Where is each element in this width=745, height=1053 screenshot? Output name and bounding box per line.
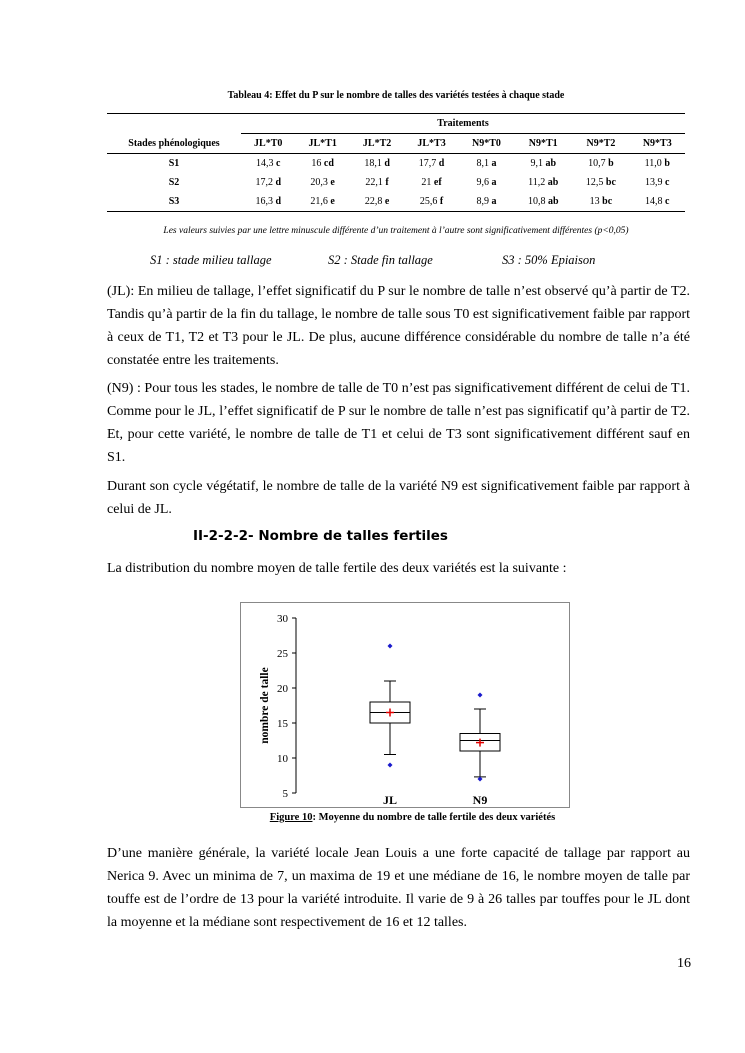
column-header: N9*T3 — [630, 134, 685, 154]
outlier-point — [478, 693, 483, 698]
paragraph-intro: La distribution du nombre moyen de talle fertile des deux variétés est la suivante : — [107, 561, 567, 576]
column-header: JL*T2 — [350, 134, 404, 154]
stage-cell: S2 — [168, 177, 180, 188]
outlier-point — [388, 644, 393, 649]
table-row — [107, 173, 685, 192]
boxplot-chart — [241, 603, 569, 807]
stage-cell: S3 — [107, 192, 241, 212]
empty-corner — [107, 114, 241, 134]
cell-value: 21,6 — [310, 196, 328, 207]
cell-letter: f — [439, 196, 444, 207]
paragraph-summary: D’une manière générale, la variété locale Jean Louis a une forte capacité de tallage par rapport au Nerica 9. Avec un minima de 7, un maxima de 19 et une médiane de 16, le nombre moyen de talle par touffe est de l’ordre de 13 pour la variété introduite. Il varie de 9 à 26 talles par touffes pour le JL dont la moyenne et la médiane sont respectivement de 16 et 12 talles. — [107, 846, 690, 930]
paragraph-cycle: Durant son cycle végétatif, le nombre de talle de la variété N9 est significativement faible par rapport à celui de JL. — [107, 479, 690, 517]
value-cell — [404, 173, 458, 192]
y-axis-label: nombre de talle — [259, 667, 271, 744]
cell-letter: ef — [433, 177, 442, 188]
row-header: Stades phénologiques — [107, 134, 241, 154]
column-header: N9*T2 — [572, 134, 629, 154]
cell-value: 10,7 — [588, 158, 606, 169]
cell-value: 16,3 — [255, 196, 273, 207]
cell-value: 12,5 — [585, 177, 604, 188]
cell-letter: a — [491, 158, 497, 169]
y-tick-label: 25 — [277, 648, 288, 660]
cell-value: 25,6 — [419, 196, 438, 207]
column-header: JL*T0 — [241, 134, 295, 154]
y-tick-label: 10 — [277, 753, 288, 765]
value-cell — [572, 192, 629, 212]
cell-letter: f — [385, 177, 389, 188]
cell-value: 22,1 — [365, 177, 383, 188]
cell-letter: d — [275, 196, 281, 207]
column-header: N9*T0 — [459, 134, 514, 154]
cell-value: 14,3 — [255, 158, 274, 169]
value-cell — [514, 192, 572, 212]
stage-s3: S3 : 50% Epiaison — [502, 253, 596, 267]
cell-value: 10,8 — [527, 196, 546, 207]
cell-value: 17,2 — [255, 177, 273, 188]
cell-letter: bc — [605, 177, 616, 188]
group-header: Traitements — [241, 114, 685, 134]
value-cell — [241, 173, 295, 192]
paragraph-jl: (JL): En milieu de tallage, l’effet significatif du P sur le nombre de talle n’est observé qu’à partir de T2. Tandis qu’à partir de la fin du tallage, le nombre de talle sous T0 est significativement faible par rapport à ceux de T1, T2 et T3 pour le JL. De plus, aucune différence considérable du nombre de talle n’a été constatée entre les traitements. — [107, 284, 690, 368]
cell-value: 8,9 — [476, 196, 489, 207]
figure-caption-text: : Moyenne du nombre de talle fertile des deux variétés — [312, 812, 556, 823]
stage-s2: S2 : Stade fin tallage — [328, 253, 433, 267]
value-cell — [459, 192, 514, 212]
page-number: 16 — [677, 956, 691, 971]
table-row — [107, 192, 685, 212]
cell-letter: c — [275, 158, 281, 169]
cell-value: 16 — [311, 158, 322, 169]
table-caption: Tableau 4: Effet du P sur le nombre de talles des variétés testées à chaque stade — [227, 90, 565, 101]
value-cell — [404, 192, 458, 212]
cell-letter: c — [665, 196, 670, 207]
chart-frame — [240, 602, 570, 808]
value-cell — [459, 154, 514, 174]
value-cell — [514, 173, 572, 192]
section-heading: II-2-2-2- Nombre de talles fertiles — [193, 528, 448, 544]
y-tick-label: 20 — [277, 683, 288, 695]
cell-letter: cd — [323, 158, 334, 169]
category-label: N9 — [472, 793, 488, 807]
data-table — [107, 113, 685, 212]
cell-value: 11,0 — [644, 158, 662, 169]
value-cell — [241, 154, 295, 174]
value-cell — [404, 154, 458, 174]
value-cell — [295, 173, 349, 192]
cell-letter: e — [330, 177, 335, 188]
value-cell — [572, 154, 629, 174]
cell-letter: d — [384, 158, 390, 169]
cell-letter: a — [491, 196, 497, 207]
cell-value: 8,1 — [476, 158, 489, 169]
cell-value: 13 — [589, 196, 600, 207]
cell-letter: bc — [602, 196, 613, 207]
column-header: JL*T1 — [295, 134, 349, 154]
cell-value: 11,2 — [528, 177, 546, 188]
value-cell — [459, 173, 514, 192]
cell-value: 14,8 — [645, 196, 663, 207]
cell-value: 21 — [421, 177, 432, 188]
value-cell — [514, 154, 572, 174]
column-header: JL*T3 — [404, 134, 458, 154]
y-tick-label: 15 — [277, 718, 288, 730]
cell-letter: c — [665, 177, 670, 188]
cell-letter: ab — [547, 196, 559, 207]
cell-letter: b — [608, 158, 614, 169]
paragraph-n9: (N9) : Pour tous les stades, le nombre de talle de T0 n’est pas significativement différent de celui de T1. Comme pour le JL, l’effet significatif de P sur le nombre de talle n’est pas significatif qu’à partir de T2. Et, pour cette variété, le nombre de talle de T1 et celui de T3 sont significativement différent sauf en S1. — [107, 381, 690, 465]
value-cell — [295, 154, 349, 174]
cell-value: 18,1 — [364, 158, 382, 169]
value-cell — [350, 192, 404, 212]
value-cell — [295, 192, 349, 212]
cell-letter: ab — [545, 158, 556, 169]
table-note: Les valeurs suivies par une lettre minuscule différente d’un traitement à l’autre sont significativement différentes (p<0,05) — [163, 226, 629, 236]
table-row — [107, 154, 685, 174]
stage-s1: S1 : stade milieu tallage — [150, 253, 272, 267]
column-header: N9*T1 — [514, 134, 572, 154]
cell-value: 22,8 — [364, 196, 383, 207]
value-cell — [350, 173, 404, 192]
cell-letter: e — [330, 196, 335, 207]
cell-value: 17,7 — [418, 158, 437, 169]
y-tick-label: 5 — [282, 788, 288, 800]
value-cell — [630, 154, 685, 174]
cell-value: 13,9 — [645, 177, 663, 188]
stage-cell: S1 — [168, 158, 180, 169]
cell-letter: ab — [547, 177, 559, 188]
cell-letter: d — [438, 158, 445, 169]
value-cell — [572, 173, 629, 192]
y-tick-label: 30 — [277, 613, 288, 625]
cell-value: 9,6 — [476, 177, 489, 188]
cell-letter: d — [275, 177, 281, 188]
value-cell — [241, 192, 295, 212]
category-label: JL — [382, 793, 398, 807]
figure-label: Figure 10 — [269, 812, 313, 823]
outlier-point — [388, 763, 393, 768]
cell-letter: a — [491, 177, 497, 188]
cell-value: 20,3 — [310, 177, 328, 188]
cell-letter: e — [384, 196, 390, 207]
figure-caption — [240, 812, 585, 823]
value-cell — [630, 173, 685, 192]
cell-value: 9,1 — [530, 158, 543, 169]
value-cell — [630, 192, 685, 212]
cell-letter: b — [664, 158, 670, 169]
value-cell — [350, 154, 404, 174]
